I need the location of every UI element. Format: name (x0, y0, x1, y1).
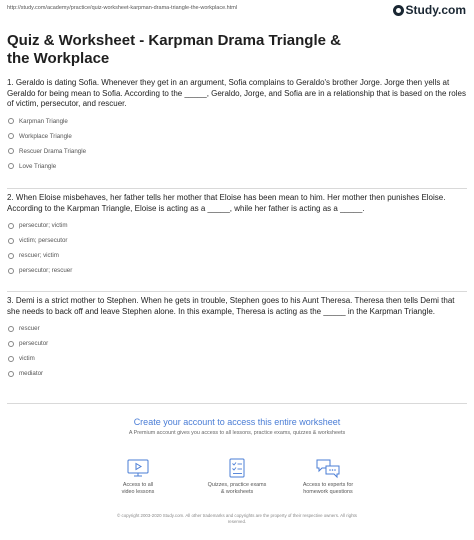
play-screen-icon (126, 457, 150, 479)
radio-icon[interactable] (8, 371, 14, 377)
divider (7, 188, 467, 189)
premium-footer (0, 417, 474, 495)
answer-option[interactable]: victim; persecutor (7, 233, 469, 248)
answer-option[interactable]: persecutor; victim (7, 218, 469, 233)
question-text: 1. Geraldo is dating Sofia. Whenever they get in an argument, Sofia complains to Geraldo's brother Jorge. Jorge then yells at Geraldo for being mean to Sofia. According to the _____, Geraldo, Jorge, and Sofia are in a relationship that is based on the roles of victim, persecutor, and rescuer. (7, 78, 466, 108)
feature-experts (283, 457, 373, 496)
radio-icon[interactable] (8, 268, 14, 274)
logo-icon (393, 5, 404, 16)
question-text: 2. When Eloise misbehaves, her father tells her mother that Eloise has been mean to him. Her mother then punishes Eloise. According to the Karpman Triangle, Eloise is acting as a _____, while her father is acting as a _____. (7, 193, 446, 213)
answer-option[interactable]: rescuer; victim (7, 248, 469, 263)
answer-option[interactable]: Workplace Triangle (7, 129, 469, 144)
answer-option[interactable]: victim (7, 351, 469, 366)
radio-icon[interactable] (8, 118, 14, 124)
radio-icon[interactable] (8, 326, 14, 332)
feature-quizzes (192, 457, 282, 496)
answer-option[interactable]: mediator (7, 366, 469, 381)
radio-icon[interactable] (8, 223, 14, 229)
answer-option[interactable]: Rescuer Drama Triangle (7, 144, 469, 159)
chat-bubbles-icon (315, 457, 341, 479)
radio-icon[interactable] (8, 238, 14, 244)
feature-label: Access to all video lessons (121, 482, 155, 495)
source-url: http://study.com/academy/practice/quiz-worksheet-karpman-drama-triangle-the-workplace.html (7, 5, 238, 11)
question-2 (7, 193, 469, 278)
logo-text: Study.com (405, 3, 466, 17)
quiz-checklist-icon (225, 457, 249, 479)
page-title: Quiz & Worksheet - Karpman Drama Triangle & the Workplace (7, 32, 341, 67)
answer-option[interactable]: Karpman Triangle (7, 114, 469, 129)
radio-icon[interactable] (8, 163, 14, 169)
answer-option[interactable]: Love Triangle (7, 159, 469, 174)
question-text: 3. Demi is a strict mother to Stephen. When he gets in trouble, Stephen goes to his Aunt Theresa. Theresa then tells Demi that she needs to back off and leave Stephen alone. In this example, Theresa is acting as the _____ in the Karpman Triangle. (7, 296, 455, 316)
question-1 (7, 78, 469, 174)
study-logo[interactable] (393, 3, 466, 17)
feature-label: Access to experts for homework questions (302, 482, 354, 495)
answer-option[interactable]: persecutor; rescuer (7, 263, 469, 278)
answer-option[interactable]: rescuer (7, 321, 469, 336)
answer-option[interactable]: persecutor (7, 336, 469, 351)
premium-description: A Premium account gives you access to all lessons, practice exams, quizzes & worksheets (128, 430, 346, 436)
feature-label: Quizzes, practice exams & worksheets (207, 482, 267, 495)
radio-icon[interactable] (8, 133, 14, 139)
radio-icon[interactable] (8, 253, 14, 259)
copyright-notice: © copyright 2003-2020 Study.com. All other trademarks and copyrights are the property of their respective owners. All rights reserved. (117, 513, 357, 524)
radio-icon[interactable] (8, 341, 14, 347)
divider (7, 291, 467, 292)
divider (7, 403, 467, 404)
radio-icon[interactable] (8, 356, 14, 362)
create-account-link[interactable]: Create your account to access this entire worksheet (133, 417, 341, 427)
radio-icon[interactable] (8, 148, 14, 154)
feature-video-lessons (93, 457, 183, 496)
question-3 (7, 296, 469, 381)
